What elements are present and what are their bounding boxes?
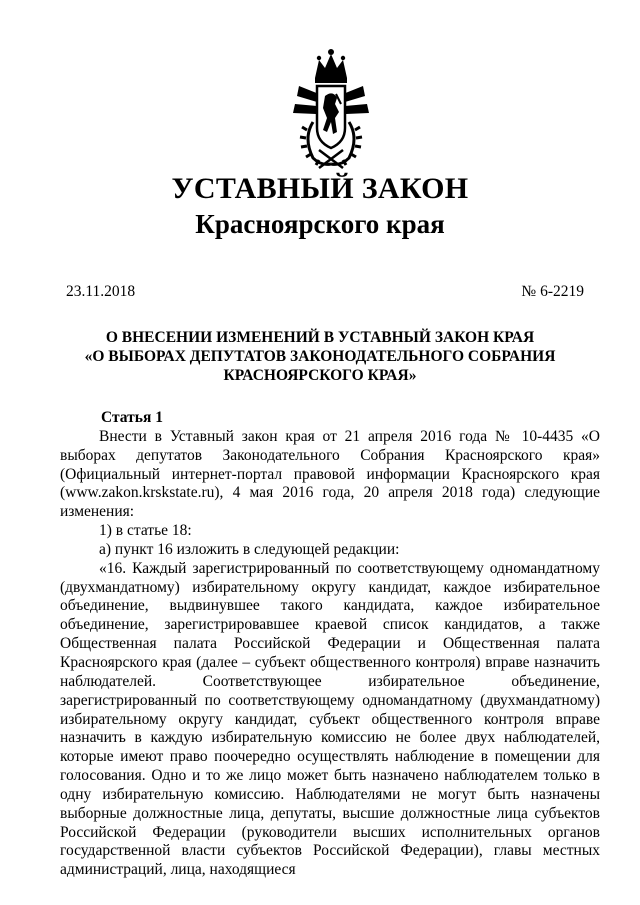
intro-paragraph: Внести в Уставный закон края от 21 апреля 2016 года № 10-4435 «О выборах депутатов Законодательного Собрания Красноярского края» (Официальный интернет-портал правовой информации Красноярского края (www.zakon.krskstate.ru), 4 мая 2016 года, 20 апреля 2018 года) следующие изменения: xyxy=(60,427,600,521)
subject-line-3: КРАСНОЯРСКОГО КРАЯ» xyxy=(223,367,417,384)
law-region: Красноярского края xyxy=(195,209,445,239)
quoted-paragraph: «16. Каждый зарегистрированный по соответствующему одномандатному (двухмандатному) избирательному округу кандидат, каждое избирательное объединение, выдвинувшее такого кандидата, каждое избирательное объединение, зарегистрировавшее краевой список кандидатов, а также Общественная палата Российской Федерации и Общественная палата Красноярского края (далее – субъект общественного контроля) вправе назначить наблюдателей. Соответствующее избирательное объединение, зарегистрированный по соответствующему одномандатному (двухмандатному) избирательному округу кандидат, субъект общественного контроля вправе назначить в каждую избирательную комиссию не более двух наблюдателей, которые имеют право поочередно осуществлять наблюдение в помещении для голосования. Одно и то же лицо может быть назначено наблюдателем только в одну избирательную комиссию. Наблюдателями не могут быть назначены выборные должностные лица, депутаты, высшие должностные лица субъектов Российской Федерации (руководители высших исполнительных органов государственной власти субъектов Российской Федерации), главы местных администраций, лица, находящиеся xyxy=(60,559,600,879)
subject-line-2: «О ВЫБОРАХ ДЕПУТАТОВ ЗАКОНОДАТЕЛЬНОГО СОБРАНИЯ xyxy=(84,348,556,365)
law-date: 23.11.2018 xyxy=(66,283,136,300)
law-subject xyxy=(0,328,640,385)
law-title: УСТАВНЫЙ ЗАКОН xyxy=(171,172,469,205)
law-number: № 6-2219 xyxy=(521,283,584,300)
coat-of-arms-icon xyxy=(289,46,373,171)
list-item-1: 1) в статье 18: xyxy=(99,522,192,540)
list-item-a: а) пункт 16 изложить в следующей редакции: xyxy=(99,540,400,558)
subject-line-1: О ВНЕСЕНИИ ИЗМЕНЕНИЙ В УСТАВНЫЙ ЗАКОН КРАЯ xyxy=(105,329,535,346)
law-body xyxy=(60,409,600,880)
article-heading: Статья 1 xyxy=(101,409,163,426)
